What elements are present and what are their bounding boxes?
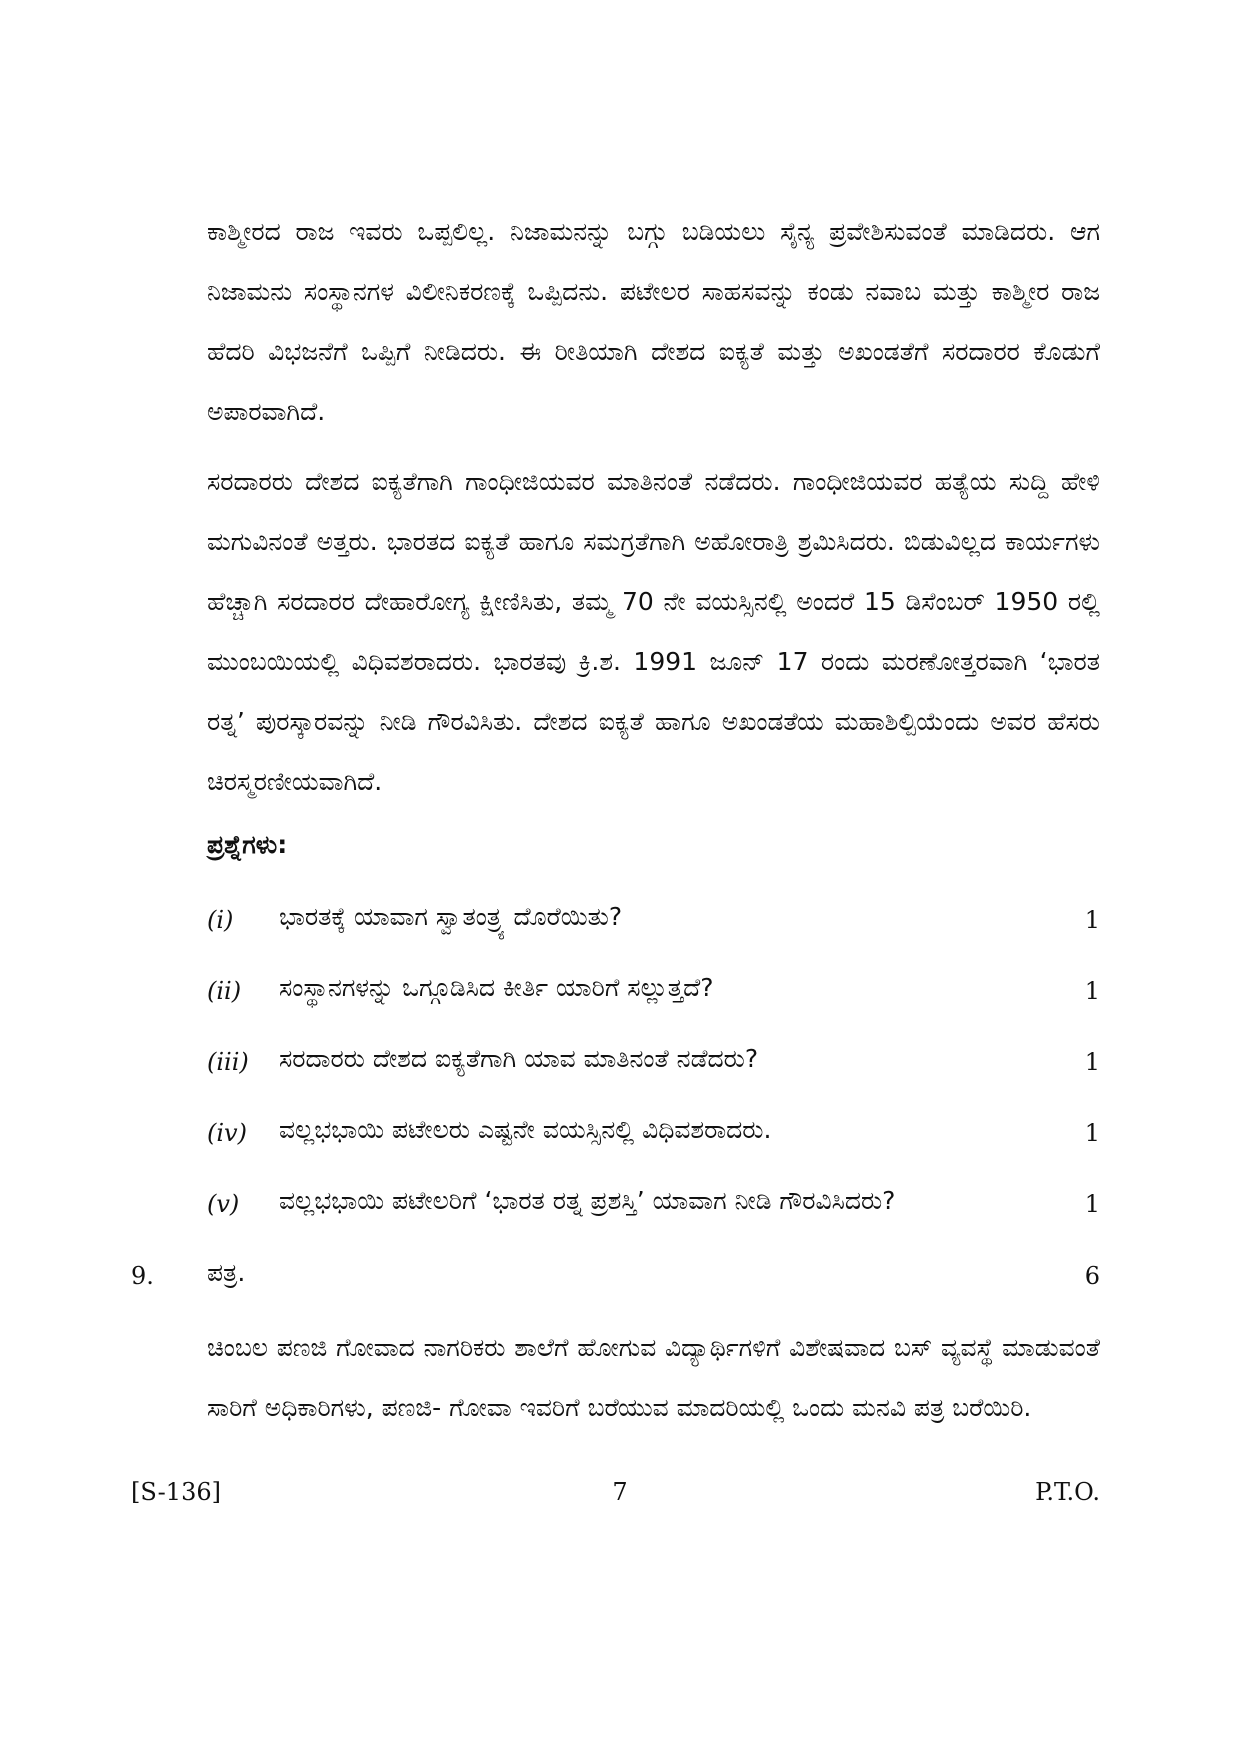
question-marks: 1 [1084,1048,1100,1076]
section-number: 9. [131,1262,154,1290]
questions-heading: ಪ್ರಶ್ನೆಗಳು: [207,830,288,859]
passage-paragraph-2: ಸರದಾರರು ದೇಶದ ಐಕ್ಯತೆಗಾಗಿ ಗಾಂಧೀಜಿಯವರ ಮಾತಿನಂತೆ ನಡೆದರು. ಗಾಂಧೀಜಿಯವರ ಹತ್ಯೆಯ ಸುದ್ದಿ ಹೇಳಿ ಮಗುವಿನಂತೆ ಅತ್ತರು. ಭಾರತದ ಐಕ್ಯತೆ ಹಾಗೂ ಸಮಗ್ರತೆಗಾಗಿ ಅಹೋರಾತ್ರಿ ಶ್ರಮಿಸಿದರು. ಬಿಡುವಿಲ್ಲದ ಕಾರ್ಯಗಳು ಹೆಚ್ಚಾಗಿ ಸರದಾರರ ದೇಹಾರೋಗ್ಯ ಕ್ಷೀಣಿಸಿತು, ತಮ್ಮ 70 ನೇ ವಯಸ್ಸಿನಲ್ಲಿ ಅಂದರೆ 15 ಡಿಸೆಂಬರ್ 1950 ರಲ್ಲಿ ಮುಂಬಯಿಯಲ್ಲಿ ವಿಧಿವಶರಾದರು. ಭಾರತವು ಕ್ರಿ.ಶ. 1991 ಜೂನ್ 17 ರಂದು ಮರಣೋತ್ತರವಾಗಿ ‘ಭಾರತ ರತ್ನ’ ಪುರಸ್ಕಾರವನ್ನು ನೀಡಿ ಗೌರವಿಸಿತು. ದೇಶದ ಐಕ್ಯತೆ ಹಾಗೂ ಅಖಂಡತೆಯ ಮಹಾಶಿಲ್ಪಿಯೆಂದು ಅವರ ಹೆಸರು ಚಿರಸ್ಮರಣೀಯವಾಗಿದೆ. [207,467,1100,796]
question-number: (ii) [207,977,242,1005]
question-number: (iii) [207,1048,249,1076]
question-text: ವಲ್ಲಭಭಾಯಿ ಪಟೇಲರು ಎಷ್ಟನೇ ವಯಸ್ಸಿನಲ್ಲಿ ವಿಧಿವಶರಾದರು. [279,1115,772,1144]
question-item [207,973,1100,1013]
question-item [207,1115,1100,1155]
question-text: ವಲ್ಲಭಭಾಯಿ ಪಟೇಲರಿಗೆ ‘ಭಾರತ ರತ್ನ ಪ್ರಶಸ್ತಿ’ ಯಾವಾಗ ನೀಡಿ ಗೌರವಿಸಿದರು? [279,1186,896,1215]
question-marks: 1 [1084,1119,1100,1147]
question-number: (v) [207,1190,240,1218]
letter-instructions: ಚಿಂಬಲ ಪಣಜಿ ಗೋವಾದ ನಾಗರಿಕರು ಶಾಲೆಗೆ ಹೋಗುವ ವಿದ್ಯಾರ್ಥಿಗಳಿಗೆ ವಿಶೇಷವಾದ ಬಸ್ ವ್ಯವಸ್ಥೆ ಮಾಡುವಂತೆ ಸಾರಿಗೆ ಅಧಿಕಾರಿಗಳು, ಪಣಜಿ- ಗೋವಾ ಇವರಿಗೆ ಬರೆಯುವ ಮಾದರಿಯಲ್ಲಿ ಒಂದು ಮನವಿ ಪತ್ರ ಬರೆಯಿರಿ. [207,1333,1100,1422]
section-title: ಪತ್ರ. [207,1258,246,1287]
question-text: ಸಂಸ್ಥಾನಗಳನ್ನು ಒಗ್ಗೂಡಿಸಿದ ಕೀರ್ತಿ ಯಾರಿಗೆ ಸಲ್ಲುತ್ತದೆ? [279,973,714,1002]
question-marks: 1 [1084,1190,1100,1218]
paper-code: [S-136] [131,1478,221,1506]
section-marks: 6 [1084,1262,1100,1290]
question-item [207,902,1100,942]
question-text: ಭಾರತಕ್ಕೆ ಯಾವಾಗ ಸ್ವಾತಂತ್ರ್ಯ ದೊರೆಯಿತು? [279,902,623,931]
question-number: (iv) [207,1119,247,1147]
passage-paragraph-1: ಕಾಶ್ಮೀರದ ರಾಜ ಇವರು ಒಪ್ಪಲಿಲ್ಲ. ನಿಜಾಮನನ್ನು ಬಗ್ಗು ಬಡಿಯಲು ಸೈನ್ಯ ಪ್ರವೇಶಿಸುವಂತೆ ಮಾಡಿದರು. ಆಗ ನಿಜಾಮನು ಸಂಸ್ಥಾನಗಳ ವಿಲೀನಿಕರಣಕ್ಕೆ ಒಪ್ಪಿದನು. ಪಟೇಲರ ಸಾಹಸವನ್ನು ಕಂಡು ನವಾಬ ಮತ್ತು ಕಾಶ್ಮೀರ ರಾಜ ಹೆದರಿ ವಿಭಜನೆಗೆ ಒಪ್ಪಿಗೆ ನೀಡಿದರು. ಈ ರೀತಿಯಾಗಿ ದೇಶದ ಐಕ್ಯತೆ ಮತ್ತು ಅಖಂಡತೆಗೆ ಸರದಾರರ ಕೊಡುಗೆ ಅಪಾರವಾಗಿದೆ. [207,217,1100,426]
question-marks: 1 [1084,906,1100,934]
question-number: (i) [207,906,234,934]
question-text: ಸರದಾರರು ದೇಶದ ಐಕ್ಯತೆಗಾಗಿ ಯಾವ ಮಾತಿನಂತೆ ನಡೆದರು? [279,1044,759,1073]
page-number: 7 [612,1478,628,1506]
question-item [207,1186,1100,1226]
question-item [207,1044,1100,1084]
section-9-header [131,1258,1100,1298]
pto-label: P.T.O. [1035,1478,1100,1506]
question-marks: 1 [1084,977,1100,1005]
